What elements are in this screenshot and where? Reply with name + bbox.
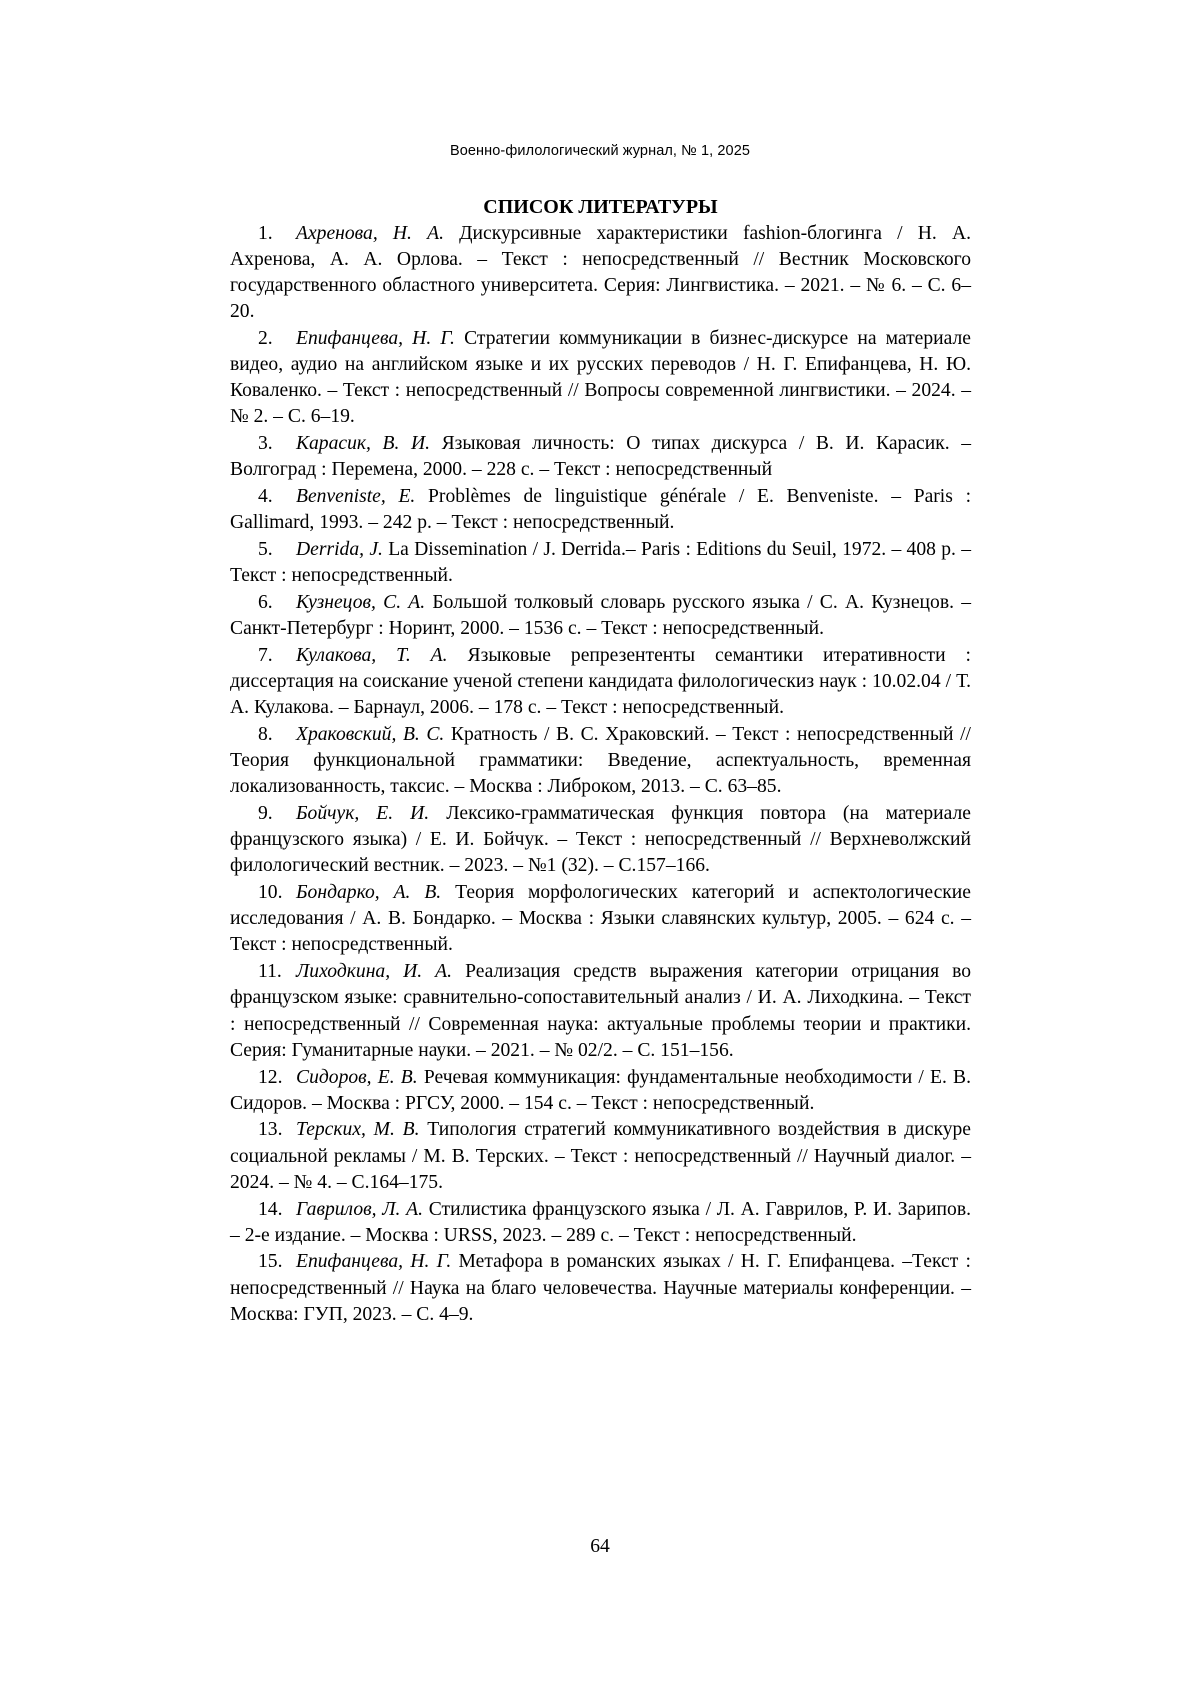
reference-entry (230, 1117, 971, 1196)
reference-entry (230, 721, 971, 800)
reference-entry (230, 484, 971, 537)
reference-author: Derrida, J. (296, 538, 383, 560)
reference-text: Дискурсивные характеристики fashion-блогинга / Н. А. Ахренова, А. А. Орлова. – Текст : непосредственный // Вестник Московского государственного областного университета. Серия: Лингвистика. – 2021. – № 6. – С. 6–20. (230, 222, 971, 323)
reference-author: Гаврилов, Л. А. (296, 1198, 424, 1220)
reference-author: Терских, М. В. (296, 1119, 420, 1141)
section-title: СПИСОК ЛИТЕРАТУРЫ (483, 196, 718, 218)
reference-entry (230, 1196, 971, 1249)
reference-entry (230, 536, 971, 589)
reference-text: Кратность / В. С. Храковский. – Текст : непосредственный // Теория функциональной грамматики: Введение, аспектуальность, временная локализованность, таксис. – Москва : Либроком, 2013. – С. 63–85. (230, 723, 971, 798)
reference-entry (230, 1064, 971, 1117)
reference-text: Языковая личность: О типах дискурса / В. И. Карасик. – Волгоград : Перемена, 2000. – 228 с. – Текст : непосредственный (230, 433, 971, 481)
page-number: 64 (590, 1536, 610, 1557)
reference-text: Типология стратегий коммуникативного воздействия в дискуре социальной рекламы / М. В. Терских. – Текст : непосредственный // Научный диалог. – 2024. – № 4. – С.164–175. (230, 1119, 971, 1193)
reference-list (230, 194, 971, 1328)
reference-entry (230, 880, 971, 959)
reference-number: 10. (258, 882, 283, 904)
reference-number: 13. (258, 1119, 283, 1141)
reference-author: Храковский, В. С. (296, 723, 445, 745)
reference-author: Бойчук, Е. И. (296, 802, 430, 824)
reference-text: Речевая коммуникация: фундаментальные необходимости / Е. В. Сидоров. – Москва : РГСУ, 2000. – 154 с. – Текст : непосредственный. (230, 1066, 972, 1114)
reference-number: 3. (258, 433, 273, 455)
reference-author: Кулакова, Т. А. (296, 644, 448, 666)
reference-author: Кузнецов, С. А. (296, 591, 426, 613)
running-header: Военно-филологический журнал, № 1, 2025 (449, 143, 751, 159)
reference-author: Епифанцева, Н. Г. (296, 1251, 452, 1273)
reference-text: Метафора в романских языках / Н. Г. Епифанцева. –Текст : непосредственный // Наука на благо человечества. Научные материалы конференции. – Москва: ГУП, 2023. – С. 4–9. (230, 1251, 971, 1325)
reference-number: 14. (258, 1198, 283, 1220)
reference-author: Benveniste, E. (296, 486, 416, 508)
reference-number: 4. (258, 486, 273, 508)
reference-entry (230, 431, 971, 484)
reference-text: Problèmes de linguistique générale / E. Benveniste. – Paris : Gallimard, 1993. – 242 p. – Текст : непосредственный. (230, 486, 972, 534)
reference-author: Бондарко, А. В. (296, 882, 442, 904)
reference-entry (230, 325, 971, 430)
reference-author: Епифанцева, Н. Г. (296, 327, 455, 349)
reference-entry (230, 642, 971, 721)
reference-number: 7. (258, 644, 273, 666)
reference-number: 12. (258, 1066, 283, 1088)
reference-author: Ахренова, Н. А. (296, 222, 444, 244)
reference-number: 2. (258, 327, 273, 349)
reference-number: 11. (258, 961, 282, 983)
reference-text: Лексико-грамматическая функция повтора (на материале французского языка) / Е. И. Бойчук. – Текст : непосредственный // Верхневолжский филологический вестник. – 2023. – №1 (32). – С.157–166. (230, 802, 971, 877)
reference-entry (230, 959, 971, 1064)
reference-entry (230, 800, 971, 879)
reference-author: Лиходкина, И. А. (296, 961, 453, 983)
reference-text: Стилистика французского языка / Л. А. Гаврилов, Р. И. Зарипов. – 2-е издание. – Москва : URSS, 2023. – 289 с. – Текст : непосредственный. (230, 1198, 971, 1246)
reference-text: Большой толковый словарь русского языка / С. А. Кузнецов. – Санкт-Петербург : Норинт, 2000. – 1536 с. – Текст : непосредственный. (230, 591, 971, 640)
reference-number: 5. (258, 538, 273, 560)
reference-number: 15. (258, 1251, 283, 1273)
reference-number: 6. (258, 591, 273, 613)
reference-number: 1. (258, 222, 273, 244)
reference-text: Теория морфологических категорий и аспектологические исследования / А. В. Бондарко. – Москва : Языки славянских культур, 2005. – 624 с. – Текст : непосредственный. (230, 882, 971, 956)
reference-text: Языковые репрезентенты семантики итеративности : диссертация на соискание ученой степени кандидата филологическиз наук : 10.02.04 / Т. А. Кулакова. – Барнаул, 2006. – 178 с. – Текст : непосредственный. (230, 644, 972, 719)
reference-author: Сидоров, Е. В. (296, 1066, 418, 1088)
reference-entry (230, 589, 971, 642)
reference-text: La Dissemination / J. Derrida.– Paris : Editions du Seuil, 1972. – 408 p. – Текст : непосредственный. (230, 538, 971, 587)
reference-number: 9. (258, 802, 273, 824)
reference-text: Стратегии коммуникации в бизнес-дискурсе на материале видео, аудио на английском языке и их русских переводов / Н. Г. Епифанцева, Н. Ю. Коваленко. – Текст : непосредственный // Вопросы современной лингвистики. – 2024. – № 2. – С. 6–19. (230, 327, 971, 428)
reference-author: Карасик, В. И. (296, 433, 431, 455)
reference-entry (230, 220, 971, 325)
reference-entry (230, 1249, 971, 1328)
reference-number: 8. (258, 723, 273, 745)
reference-text: Реализация средств выражения категории отрицания во французском языке: сравнительно-сопоставительный анализ / И. А. Лиходкина. – Текст : непосредственный // Современная наука: актуальные проблемы теории и практики. Серия: Гуманитарные науки. – 2021. – № 02/2. – С. 151–156. (230, 961, 971, 1061)
